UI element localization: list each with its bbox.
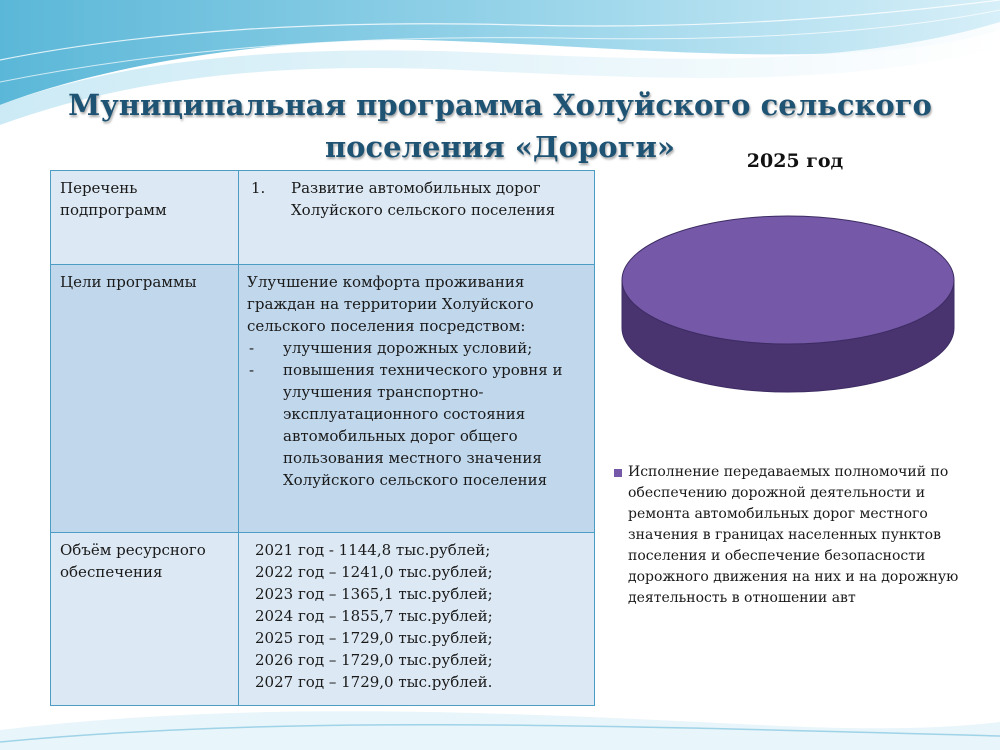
table-row-goals <box>51 265 595 533</box>
chart-title: 2025 год <box>746 150 844 172</box>
table-label-cell: Цели программы <box>51 265 239 533</box>
resource-line: 2024 год – 1855,7 тыс.рублей; <box>255 607 493 625</box>
chart-legend <box>614 462 974 609</box>
table-row-subprograms <box>51 171 595 265</box>
table-row-resources <box>51 533 595 706</box>
list-bullet: - <box>249 339 255 357</box>
list-item-text: Развитие автомобильных дорог Холуйского сельского поселения <box>291 179 556 219</box>
table-value-cell <box>239 265 595 533</box>
program-info-table <box>50 170 595 706</box>
list-item-text: улучшения дорожных условий; <box>283 339 533 357</box>
list-item-number: 1. <box>251 179 266 197</box>
pie-slice <box>622 216 954 344</box>
slide-title-line-2: поселения «Дороги» <box>324 130 676 164</box>
resource-line: 2025 год – 1729,0 тыс.рублей; <box>255 629 493 647</box>
table-label-cell: Объём ресурсного обеспечения <box>51 533 239 706</box>
resource-line: 2022 год – 1241,0 тыс.рублей; <box>255 563 493 581</box>
subprogram-list <box>247 177 586 221</box>
table-value-cell <box>239 171 595 265</box>
table-value-cell <box>239 533 595 706</box>
list-item <box>249 359 586 491</box>
resource-line: 2027 год – 1729,0 тыс.рублей. <box>255 673 493 691</box>
legend-label: Исполнение передаваемых полномочий по обеспечению дорожной деятельности и ремонта автомобильных дорог местного значения в границах населенных пунктов поселения и обеспечение безопасности дорожного движения на них и на дорожную деятельность в отношении авт <box>628 464 959 606</box>
resource-line: 2021 год - 1144,8 тыс.рублей; <box>255 541 491 559</box>
list-bullet: - <box>249 361 255 379</box>
goal-list <box>247 337 586 491</box>
legend-swatch <box>614 469 622 477</box>
goals-intro: Улучшение комфорта проживания граждан на территории Холуйского сельского поселения посредством: <box>247 273 534 335</box>
list-item <box>249 337 586 359</box>
table-label-cell: Перечень подпрограмм <box>51 171 239 265</box>
list-item-text: повышения технического уровня и улучшения транспортно-эксплуатационного состояния автомобильных дорог общего пользования местного значения Холуйского сельского поселения <box>283 361 563 489</box>
slide-title-line-1: Муниципальная программа Холуйского сельского <box>68 88 932 122</box>
pie-chart <box>600 200 980 420</box>
resource-line: 2026 год – 1729,0 тыс.рублей; <box>255 651 493 669</box>
resource-line: 2023 год – 1365,1 тыс.рублей; <box>255 585 493 603</box>
list-item <box>251 177 586 221</box>
